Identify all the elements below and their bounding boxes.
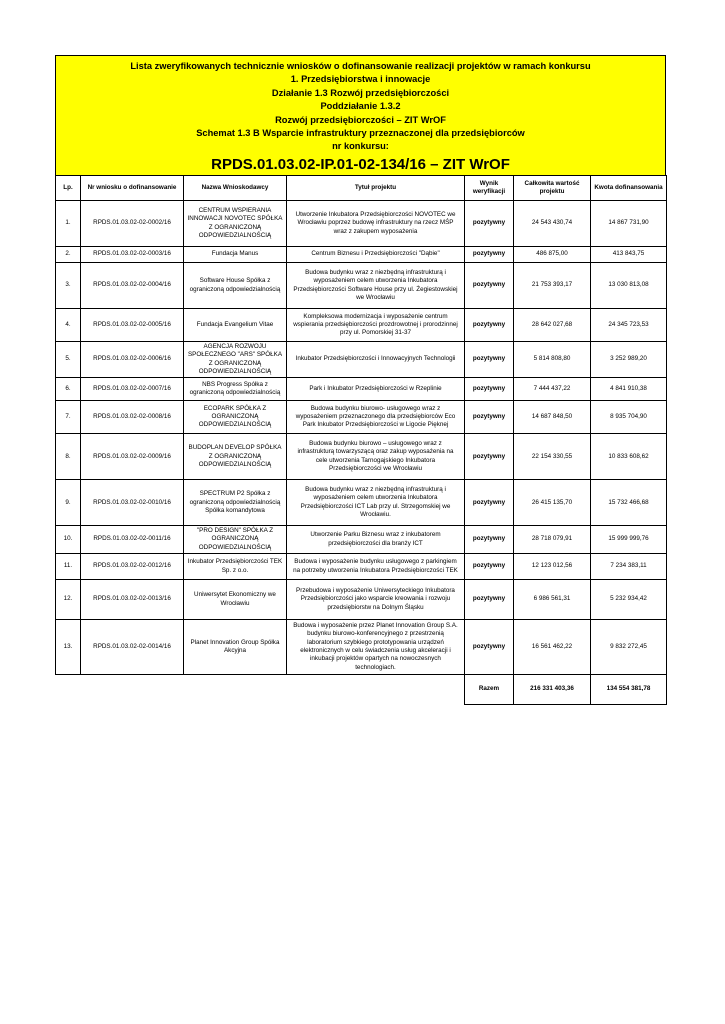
applicant-name: "PRO DESIGN" SPÓŁKA Z OGRANICZONĄ ODPOWIEDZIALNOŚCIĄ <box>184 526 287 554</box>
application-number: RPDS.01.03.02-02-0010/16 <box>81 480 184 526</box>
row-number: 2. <box>56 247 81 263</box>
header-line: Poddziałanie 1.3.2 <box>320 101 401 112</box>
applications-table <box>55 175 667 705</box>
grant-amount: 15 732 466,68 <box>591 480 667 526</box>
project-title: Budowa budynku wraz z niezbędną infrastrukturą i wyposażeniem celem utworzenia Inkubatora Przedsiębiorczości Software House przy ul. Żegiestowskiej we Wrocławiu <box>287 263 465 309</box>
table-header-row <box>56 176 667 201</box>
column-header: Kwota dofinansowania <box>591 176 667 201</box>
applicant-name: CENTRUM WSPIERANIA INNOWACJI NOVOTEC SPÓŁKA Z OGRANICZONĄ ODPOWIEDZIALNOŚCIĄ <box>184 201 287 247</box>
applicant-name: Inkubator Przedsiębiorczości TEK Sp. z o.o. <box>184 554 287 580</box>
verification-result: pozytywny <box>465 247 514 263</box>
applicant-name: Fundacja Manus <box>184 247 287 263</box>
column-header: Całkowita wartość projektu <box>514 176 591 201</box>
total-project-value: 12 123 012,56 <box>514 554 591 580</box>
grant-amount: 15 999 999,76 <box>591 526 667 554</box>
total-project-value: 16 561 462,22 <box>514 620 591 675</box>
table-row <box>56 378 667 401</box>
total-project-value: 14 687 848,50 <box>514 401 591 434</box>
table-row <box>56 480 667 526</box>
applicant-name: NBS Progress Spółka z ograniczoną odpowiedzialnością <box>184 378 287 401</box>
project-title: Park i Inkubator Przedsiębiorczości w Rzeplinie <box>287 378 465 401</box>
grant-amount: 4 841 910,38 <box>591 378 667 401</box>
total-project-value: 486 875,00 <box>514 247 591 263</box>
table-row <box>56 434 667 480</box>
application-number: RPDS.01.03.02-02-0012/16 <box>81 554 184 580</box>
applicant-name: SPECTRUM P2 Spółka z ograniczoną odpowiedzialnością Spółka komandytowa <box>184 480 287 526</box>
verification-result: pozytywny <box>465 554 514 580</box>
document-sheet <box>55 55 666 705</box>
verification-result: pozytywny <box>465 526 514 554</box>
grant-amount: 413 843,75 <box>591 247 667 263</box>
project-title: Budowa i wyposażenie budynku usługowego z parkingiem na potrzeby utworzenia Inkubatora Przedsiębiorczości TEK <box>287 554 465 580</box>
row-number: 9. <box>56 480 81 526</box>
verification-result: pozytywny <box>465 480 514 526</box>
header-line: Działanie 1.3 Rozwój przedsiębiorczości <box>271 87 450 98</box>
table-row <box>56 263 667 309</box>
verification-result: pozytywny <box>465 580 514 620</box>
row-number: 12. <box>56 580 81 620</box>
project-title: Utworzenie Parku Biznesu wraz z inkubatorem przedsiębiorczości dla branży ICT <box>287 526 465 554</box>
application-number: RPDS.01.03.02-02-0014/16 <box>81 620 184 675</box>
verification-result: pozytywny <box>465 378 514 401</box>
total-project-value: 26 415 135,70 <box>514 480 591 526</box>
table-body <box>56 201 667 675</box>
project-title: Budowa i wyposażenie przez Planet Innovation Group S.A. budynku biurowo-konferencyjnego z przestrzenią laboratorium szybkiego prototypowania urządzeń elektronicznych w celu świadczenia usług akceleracji i inkubacji projektów opartych na nowoczesnych technologiach. <box>287 620 465 675</box>
grant-amount: 13 030 813,08 <box>591 263 667 309</box>
grant-amount: 7 234 383,11 <box>591 554 667 580</box>
verification-result: pozytywny <box>465 401 514 434</box>
grant-amount: 10 833 608,62 <box>591 434 667 480</box>
verification-result: pozytywny <box>465 309 514 342</box>
application-number: RPDS.01.03.02-02-0011/16 <box>81 526 184 554</box>
project-title: Budowa budynku biurowo- usługowego wraz z wyposażeniem przeznaczonego dla przedsiębiorców Eco Park Inkubator Przedsiębiorczości w Ligocie Pięknej <box>287 401 465 434</box>
application-number: RPDS.01.03.02-02-0008/16 <box>81 401 184 434</box>
applicant-name: Software House Spółka z ograniczoną odpowiedzialnością <box>184 263 287 309</box>
total-project-value: 28 718 079,91 <box>514 526 591 554</box>
table-row <box>56 554 667 580</box>
column-header: Nr wniosku o dofinansowanie <box>81 176 184 201</box>
grant-amount: 24 345 723,53 <box>591 309 667 342</box>
table-row <box>56 201 667 247</box>
column-header: Wynik weryfikacji <box>465 176 514 201</box>
total-label: Razem <box>465 675 514 705</box>
grant-amount: 14 867 731,90 <box>591 201 667 247</box>
competition-number: RPDS.01.03.02-IP.01-02-134/16 – ZIT WrOF <box>211 155 510 173</box>
row-number: 10. <box>56 526 81 554</box>
grant-amount: 8 935 704,90 <box>591 401 667 434</box>
total-project-value: 7 444 437,22 <box>514 378 591 401</box>
row-number: 8. <box>56 434 81 480</box>
grant-amount: 3 252 989,20 <box>591 342 667 378</box>
column-header: Lp. <box>56 176 81 201</box>
application-number: RPDS.01.03.02-02-0005/16 <box>81 309 184 342</box>
table-row <box>56 309 667 342</box>
total-project-value: 5 814 808,80 <box>514 342 591 378</box>
applicant-name: Fundacja Evangelium Vitae <box>184 309 287 342</box>
project-title: Przebudowa i wyposażenie Uniwersyteckiego Inkubatora Przedsiębiorczości jako wsparcie kreowania i rozwoju przedsiębiorstw na Dolnym Śląsku <box>287 580 465 620</box>
verification-result: pozytywny <box>465 434 514 480</box>
row-number: 4. <box>56 309 81 342</box>
table-row <box>56 342 667 378</box>
header-line: nr konkursu: <box>332 141 389 152</box>
verification-result: pozytywny <box>465 342 514 378</box>
application-number: RPDS.01.03.02-02-0006/16 <box>81 342 184 378</box>
applicant-name: Planet Innovation Group Spółka Akcyjna <box>184 620 287 675</box>
row-number: 5. <box>56 342 81 378</box>
project-title: Centrum Biznesu i Przedsiębiorczości "Dąbie" <box>287 247 465 263</box>
total-project-value: 24 543 430,74 <box>514 201 591 247</box>
verification-result: pozytywny <box>465 201 514 247</box>
application-number: RPDS.01.03.02-02-0002/16 <box>81 201 184 247</box>
grant-amount: 5 232 934,42 <box>591 580 667 620</box>
table-row <box>56 620 667 675</box>
column-header: Nazwa Wnioskodawcy <box>184 176 287 201</box>
applicant-name: Uniwersytet Ekonomiczny we Wrocławiu <box>184 580 287 620</box>
applicant-name: BUDOPLAN DEVELOP SPÓŁKA Z OGRANICZONĄ ODPOWIEDZIALNOŚCIĄ <box>184 434 287 480</box>
row-number: 13. <box>56 620 81 675</box>
application-number: RPDS.01.03.02-02-0003/16 <box>81 247 184 263</box>
total-project-value: 6 986 561,31 <box>514 580 591 620</box>
table-row <box>56 526 667 554</box>
grant-amount: 9 832 272,45 <box>591 620 667 675</box>
total-value: 216 331 403,36 <box>514 675 591 705</box>
row-number: 1. <box>56 201 81 247</box>
total-grant: 134 554 381,78 <box>591 675 667 705</box>
header-line: Rozwój przedsiębiorczości – ZIT WrOF <box>275 114 446 125</box>
verification-result: pozytywny <box>465 620 514 675</box>
application-number: RPDS.01.03.02-02-0013/16 <box>81 580 184 620</box>
application-number: RPDS.01.03.02-02-0009/16 <box>81 434 184 480</box>
row-number: 11. <box>56 554 81 580</box>
project-title: Inkubator Przedsiębiorczości i Innowacyjnych Technologii <box>287 342 465 378</box>
total-project-value: 28 642 027,68 <box>514 309 591 342</box>
project-title: Utworzenie Inkubatora Przedsiębiorczości NOVOTEC we Wrocławiu poprzez budowę infrastruktury na rzecz MŚP wraz z zakupem wyposażenia <box>287 201 465 247</box>
total-project-value: 21 753 393,17 <box>514 263 591 309</box>
table-row <box>56 580 667 620</box>
total-row <box>56 675 667 705</box>
project-title: Budowa budynku biurowo – usługowego wraz z infrastrukturą towarzyszącą oraz zakup wyposażenia na cele utworzenia Tarnogajskiego Inkubatora Przedsiębiorczości we Wrocławiu <box>287 434 465 480</box>
total-project-value: 22 154 330,55 <box>514 434 591 480</box>
applicant-name: ECOPARK SPÓŁKA Z OGRANICZONĄ ODPOWIEDZIALNOŚCIĄ <box>184 401 287 434</box>
row-number: 6. <box>56 378 81 401</box>
verification-result: pozytywny <box>465 263 514 309</box>
applicant-name: AGENCJA ROZWOJU SPOŁECZNEGO "ARS" SPÓŁKA Z OGRANICZONĄ ODPOWIEDZIALNOŚCIĄ <box>184 342 287 378</box>
total-spacer <box>56 675 465 705</box>
project-title: Budowa budynku wraz z niezbędną infrastrukturą i wyposażeniem celem utworzenia Inkubatora Przedsiębiorczości ICT Lab przy ul. Strzegomskiej we Wrocławiu. <box>287 480 465 526</box>
table-row <box>56 401 667 434</box>
header-line: Schemat 1.3 B Wsparcie infrastruktury przeznaczonej dla przedsiębiorców <box>196 128 525 139</box>
header-line: 1. Przedsiębiorstwa i innowacje <box>290 74 431 85</box>
table-row <box>56 247 667 263</box>
header-line: Lista zweryfikowanych technicznie wniosków o dofinansowanie realizacji projektów w ramach konkursu <box>130 61 591 71</box>
document-header <box>55 55 666 175</box>
row-number: 3. <box>56 263 81 309</box>
project-title: Kompleksowa modernizacja i wyposażenie centrum wspierania przedsiębiorczości prozdrowotnej i prorodzinnej przy ul. Pomorskiej 31-37 <box>287 309 465 342</box>
application-number: RPDS.01.03.02-02-0004/16 <box>81 263 184 309</box>
column-header: Tytuł projektu <box>287 176 465 201</box>
row-number: 7. <box>56 401 81 434</box>
application-number: RPDS.01.03.02-02-0007/16 <box>81 378 184 401</box>
